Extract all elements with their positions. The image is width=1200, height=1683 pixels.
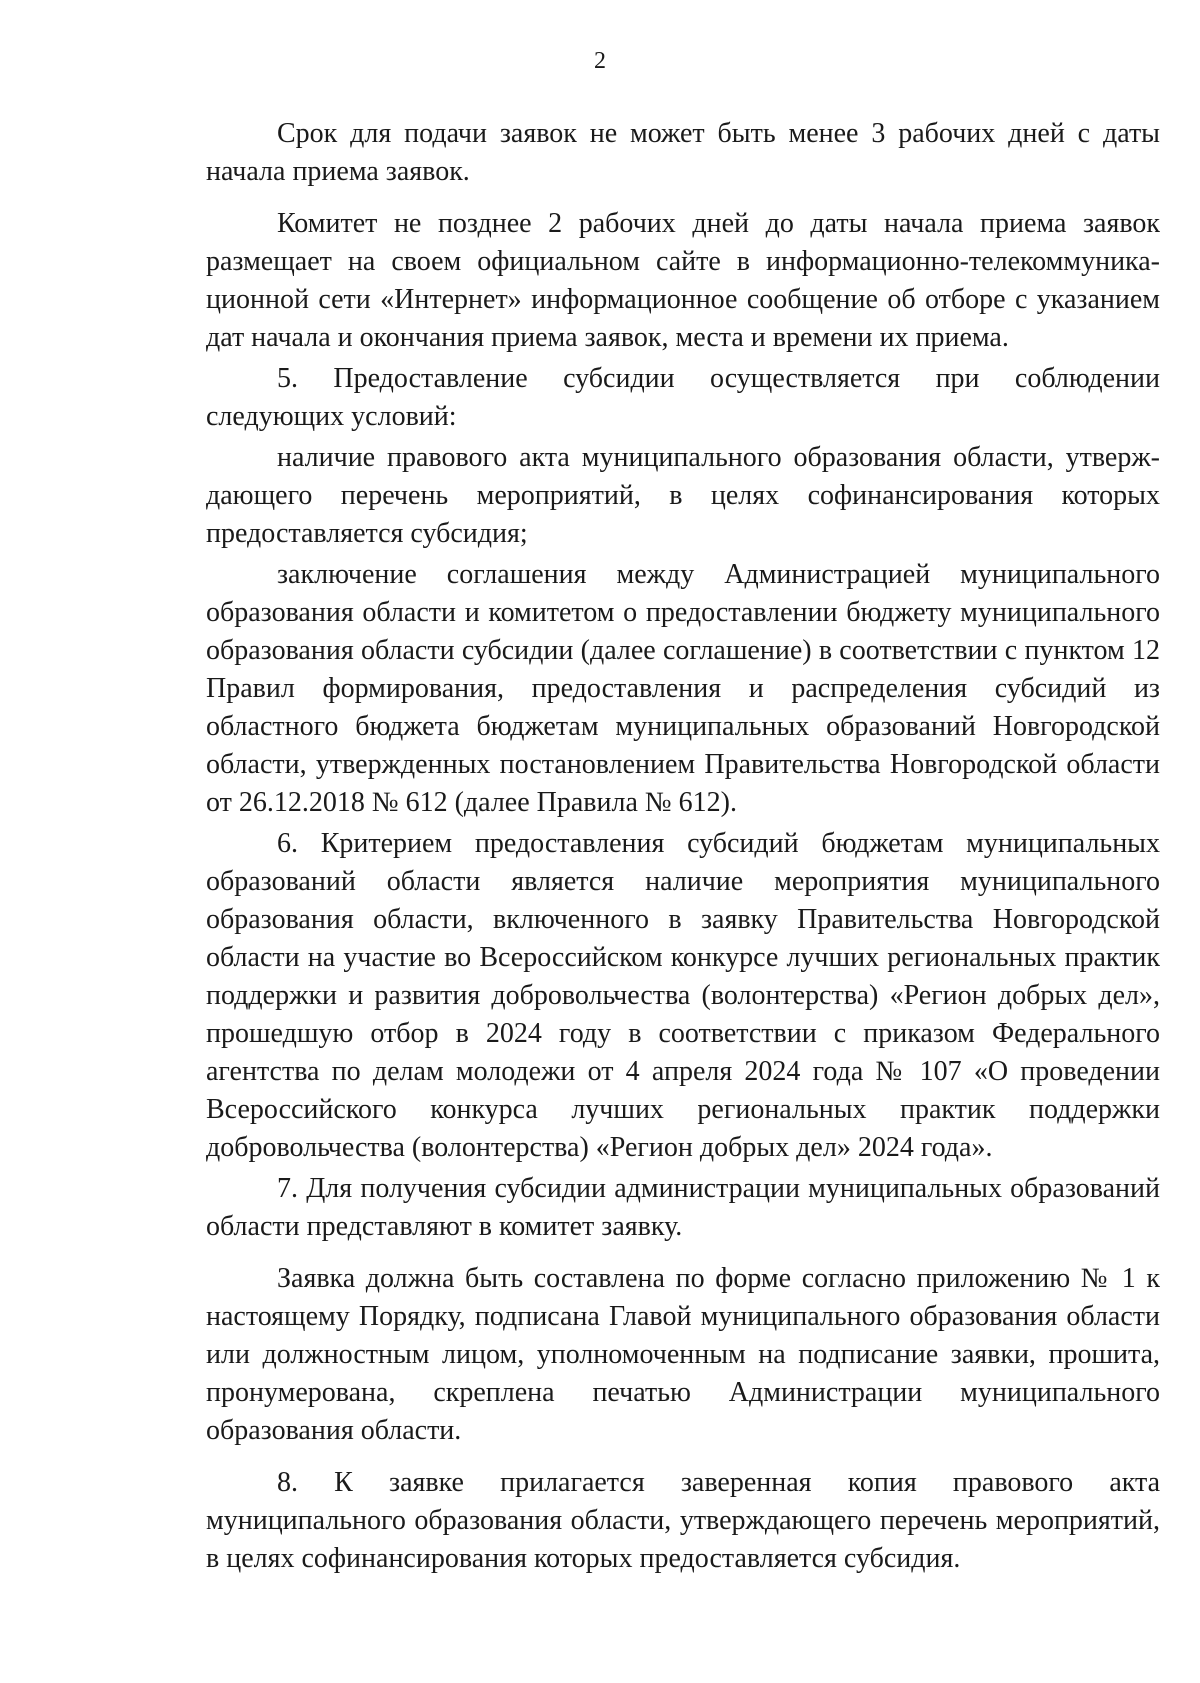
page-number: 2 [594,48,606,74]
document-body [206,115,1160,1578]
paragraph-condition-legal-act: наличие правового акта муниципального образования области, утверждающего перечень мероприятий, в целях софинансирования которых предоставляется субсидия; [206,442,1160,549]
paragraph-item-5: 5. Предоставление субсидии осуществляется при соблюдении следующих условий: [206,363,1160,432]
paragraph-item-6: 6. Критерием предоставления субсидий бюджетам муниципальных образований области является наличие мероприятия муниципального образования области, включенного в заявку Правительства Новгородской области на участие во Всероссийском конкурсе лучших региональных практик поддержки и развития добровольчества (волонтерства) «Регион добрых дел», прошедшую отбор в 2024 году в соответствии с приказом Федерального агентства по делам молодежи от 4 апреля 2024 года № 107 «О проведении Всероссийского конкурса лучших региональных практик поддержки добровольчества (волонтерства) «Регион добрых дел» 2024 года». [206,828,1160,1163]
paragraph-deadline: Срок для подачи заявок не может быть менее 3 рабочих дней с даты начала приема заявок. [206,118,1160,187]
paragraph-item-7: 7. Для получения субсидии администрации муниципальных образований области представляют в комитет заявку. [206,1173,1160,1242]
paragraph-committee-announcement: Комитет не позднее 2 рабочих дней до даты начала приема заявок размещает на своем официальном сайте в информационно-телекоммуникационной сети «Интернет» информационное сообщение об отборе с указанием дат начала и окончания приема заявок, места и времени их приема. [206,208,1160,353]
paragraph-condition-agreement: заключение соглашения между Администрацией муниципального образования области и комитетом о предоставлении бюджету муниципального образования области субсидии (далее соглашение) в соответствии с пунктом 12 Правил формирования, предоставления и распределения субсидий из областного бюджета бюджетам муниципальных образований Новгородской области, утвержденных постановлением Правительства Новгородской области от 26.12.2018 № 612 (далее Правила № 612). [206,559,1160,818]
paragraph-application-form: Заявка должна быть составлена по форме согласно приложению № 1 к настоящему Порядку, подписана Главой муниципального образования области или должностным лицом, уполномоченным на подписание заявки, прошита, пронумерована, скреплена печатью Администрации муниципального образования области. [206,1263,1160,1446]
paragraph-item-8: 8. К заявке прилагается заверенная копия правового акта муниципального образования области, утверждающего перечень мероприятий, в целях софинансирования которых предоставляется субсидия. [206,1467,1160,1574]
